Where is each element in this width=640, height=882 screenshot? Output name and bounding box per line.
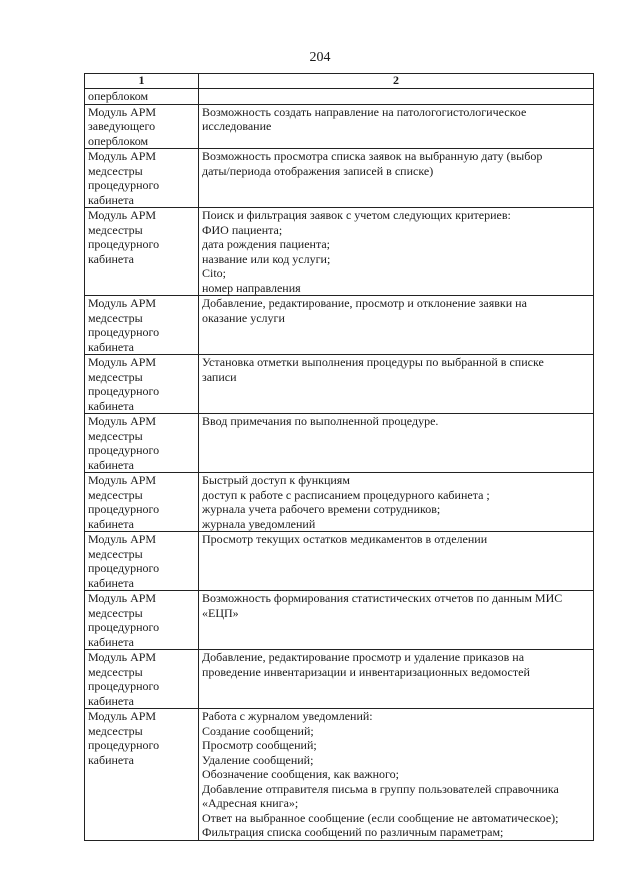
module-cell — [85, 149, 199, 208]
description-line: Удаление сообщений; — [202, 752, 314, 767]
module-line: кабинета — [88, 398, 134, 413]
page-number: 204 — [309, 50, 331, 65]
description-line: Быстрый доступ к функциям — [202, 473, 350, 487]
module-line: оперблоком — [88, 89, 149, 103]
description-line: оказание услуги — [202, 310, 285, 325]
description-line: Создание сообщений; — [202, 723, 314, 738]
table-row — [85, 296, 594, 355]
module-line: Модуль АРМ — [88, 473, 157, 487]
module-cell — [85, 89, 199, 105]
description-line: Возможность просмотра списка заявок на выбранную дату (выбор — [202, 149, 543, 163]
module-cell — [85, 650, 199, 709]
module-cell — [85, 414, 199, 473]
module-line: Модуль АРМ — [88, 414, 157, 428]
module-line: процедурного — [88, 561, 160, 575]
module-line: оперблоком — [88, 133, 149, 148]
module-line: Модуль АРМ — [88, 149, 157, 163]
module-line: кабинета — [88, 192, 134, 207]
description-cell — [199, 355, 594, 414]
description-line: Добавление отправителя письма в группу пользователей справочника — [202, 781, 559, 796]
description-line: ФИО пациента; — [202, 222, 283, 237]
description-line: дата рождения пациента; — [202, 237, 331, 251]
module-line: процедурного — [88, 502, 160, 516]
header-row — [85, 74, 594, 89]
module-cell — [85, 296, 199, 355]
table-row — [85, 709, 594, 841]
module-line: процедурного — [88, 237, 160, 251]
table-row — [85, 591, 594, 650]
module-line: процедурного — [88, 620, 160, 634]
description-line: Просмотр сообщений; — [202, 738, 317, 752]
table-row — [85, 414, 594, 473]
description-cell — [199, 296, 594, 355]
table-row — [85, 208, 594, 296]
description-cell — [199, 104, 594, 149]
description-line: Возможность создать направление на патологогистологическое — [202, 104, 527, 119]
module-cell — [85, 532, 199, 591]
module-line: процедурного — [88, 738, 160, 752]
module-cell — [85, 709, 199, 841]
table-row — [85, 650, 594, 709]
module-line: кабинета — [88, 575, 134, 590]
module-cell — [85, 591, 199, 650]
module-line: медсестры — [88, 487, 143, 502]
description-cell — [199, 208, 594, 296]
column-header-2: 2 — [199, 74, 594, 89]
description-line: Ввод примечания по выполненной процедуре. — [202, 414, 439, 428]
module-line: кабинета — [88, 693, 134, 708]
module-cell — [85, 355, 199, 414]
module-line: медсестры — [88, 369, 143, 384]
module-line: кабинета — [88, 516, 134, 531]
description-line: Установка отметки выполнения процедуры по выбранной в списке — [202, 355, 544, 369]
description-line: номер направления — [202, 280, 301, 295]
module-line: Модуль АРМ — [88, 591, 157, 605]
description-line: Добавление, редактирование, просмотр и отклонение заявки на — [202, 296, 527, 310]
module-line: Модуль АРМ — [88, 355, 157, 369]
module-line: процедурного — [88, 325, 160, 339]
description-cell — [199, 591, 594, 650]
description-line: Ответ на выбранное сообщение (если сообщение не автоматическое); — [202, 810, 559, 825]
module-line: медсестры — [88, 664, 143, 679]
module-line: Модуль АРМ — [88, 709, 157, 723]
requirements-table — [84, 73, 594, 841]
module-line: медсестры — [88, 163, 143, 178]
module-line: процедурного — [88, 443, 160, 457]
description-line: название или код услуги; — [202, 251, 331, 266]
module-line: процедурного — [88, 384, 160, 398]
description-line: Фильтрация списка сообщений по различным параметрам; — [202, 825, 504, 839]
table-row — [85, 89, 594, 105]
description-line: исследование — [202, 119, 272, 133]
description-line: Просмотр текущих остатков медикаментов в отделении — [202, 532, 488, 546]
table-row — [85, 355, 594, 414]
module-line: заведующего — [88, 119, 156, 133]
description-line: «ЕЦП» — [202, 605, 239, 620]
description-line: Cito; — [202, 266, 227, 280]
module-line: Модуль АРМ — [88, 208, 157, 222]
description-line: доступ к работе с расписанием процедурного кабинета ; — [202, 487, 490, 502]
description-line: даты/периода отображения записей в списке) — [202, 163, 434, 178]
module-line: медсестры — [88, 310, 143, 325]
table-row — [85, 149, 594, 208]
description-line: Работа с журналом уведомлений: — [202, 709, 373, 723]
description-line: журнала уведомлений — [202, 516, 316, 531]
table-header — [85, 74, 594, 89]
description-line: Добавление, редактирование просмотр и удаление приказов на — [202, 650, 525, 664]
module-cell — [85, 473, 199, 532]
module-line: кабинета — [88, 634, 134, 649]
module-line: кабинета — [88, 457, 134, 472]
module-line: медсестры — [88, 723, 143, 738]
description-cell — [199, 709, 594, 841]
description-line: журнала учета рабочего времени сотрудников; — [202, 502, 441, 516]
module-line: процедурного — [88, 679, 160, 693]
module-cell — [85, 208, 199, 296]
module-line: Модуль АРМ — [88, 532, 157, 546]
module-line: кабинета — [88, 251, 134, 266]
module-line: процедурного — [88, 178, 160, 192]
description-line: Обозначение сообщения, как важного; — [202, 767, 399, 781]
column-header-1: 1 — [85, 74, 199, 89]
module-line: Модуль АРМ — [88, 296, 157, 310]
table-row — [85, 532, 594, 591]
module-line: медсестры — [88, 605, 143, 620]
description-cell — [199, 473, 594, 532]
module-line: медсестры — [88, 546, 143, 561]
module-line: кабинета — [88, 339, 134, 354]
module-line: Модуль АРМ — [88, 650, 157, 664]
description-line: «Адресная книга»; — [202, 796, 299, 810]
description-cell — [199, 149, 594, 208]
description-line: Возможность формирования статистических отчетов по данным МИС — [202, 591, 563, 605]
module-line: медсестры — [88, 428, 143, 443]
module-line: медсестры — [88, 222, 143, 237]
table-body — [85, 89, 594, 841]
description-line: записи — [202, 369, 237, 384]
description-cell — [199, 414, 594, 473]
table-row — [85, 473, 594, 532]
description-cell — [199, 650, 594, 709]
module-line: Модуль АРМ — [88, 104, 157, 119]
table-row — [85, 104, 594, 149]
description-cell — [199, 89, 594, 105]
description-cell — [199, 532, 594, 591]
module-cell — [85, 104, 199, 149]
module-line: кабинета — [88, 752, 134, 767]
description-line: Поиск и фильтрация заявок с учетом следующих критериев: — [202, 208, 511, 222]
description-line: проведение инвентаризации и инвентаризационных ведомостей — [202, 664, 530, 679]
